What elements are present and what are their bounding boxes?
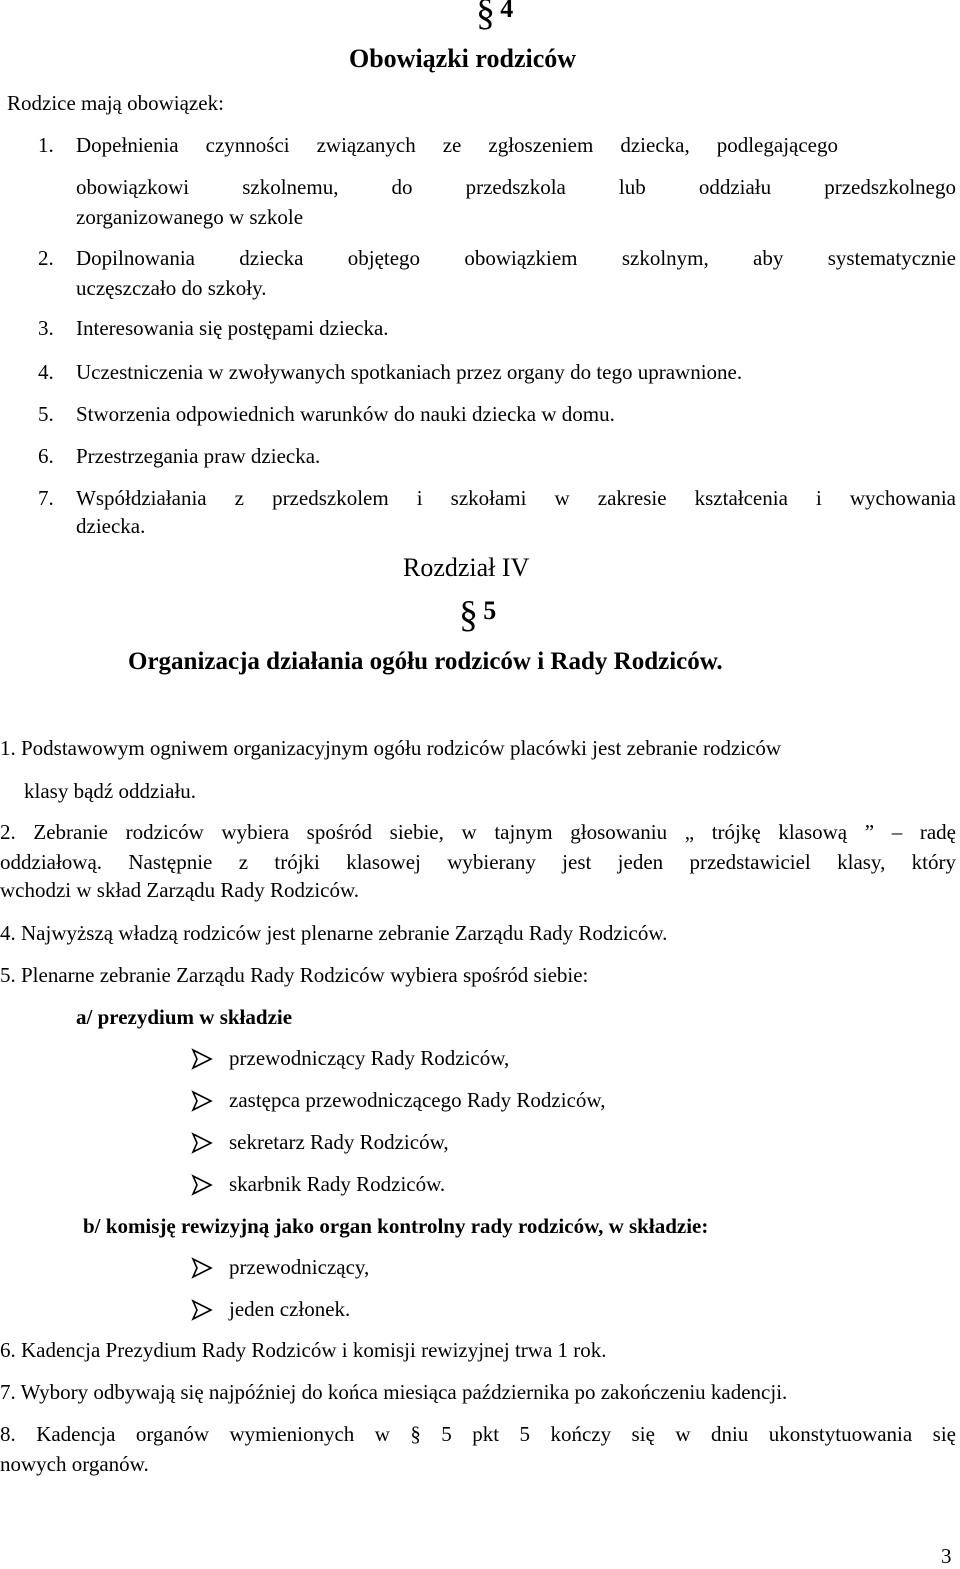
list-item-line: Uczestniczenia w zwoływanych spotkaniach przez organy do tego uprawnione. — [76, 360, 743, 384]
section-4-title: Obowiązki rodziców — [349, 44, 577, 73]
paragraph-2-line: wchodzi w skład Zarządu Rady Rodziców. — [0, 878, 360, 902]
section-4-heading — [476, 0, 513, 32]
paragraph-6: 6. Kadencja Prezydium Rady Rodziców i komisji rewizyjnej trwa 1 rok. — [0, 1338, 607, 1362]
paragraph-2-line: 2. Zebranie rodziców wybiera spośród siebie, w tajnym głosowaniu „ trójkę klasową ” – radę — [0, 820, 956, 844]
arrow-bullet-icon — [191, 1090, 213, 1112]
list-item-number: 6. — [38, 444, 54, 468]
section-sign: § — [459, 594, 478, 636]
list-item-number: 3. — [38, 316, 54, 340]
section-4-intro: Rodzice mają obowiązek: — [7, 91, 224, 115]
list-item-line: Interesowania się postępami dziecka. — [76, 316, 389, 340]
presidium-heading: a/ prezydium w składzie — [76, 1005, 293, 1029]
list-item-line: zorganizowanego w szkole — [76, 205, 304, 229]
page-number: 3 — [941, 1544, 952, 1568]
list-item: przewodniczący Rady Rodziców, — [229, 1046, 510, 1070]
paragraph-4: 4. Najwyższą władzą rodziców jest plenarne zebranie Zarządu Rady Rodziców. — [0, 921, 668, 945]
arrow-bullet-icon — [191, 1048, 213, 1070]
chapter-heading: Rozdział IV — [403, 553, 530, 582]
arrow-bullet-icon — [191, 1299, 213, 1321]
list-item: jeden członek. — [229, 1297, 351, 1321]
paragraph-2-line: oddziałową. Następnie z trójki klasowej wybierany jest jeden przedstawiciel klasy, który — [0, 850, 956, 874]
list-item-line: Dopełnienia czynności związanych ze zgłoszeniem dziecka, podlegającego — [76, 133, 838, 157]
list-item-line: Współdziałania z przedszkolem i szkołami w zakresie kształcenia i wychowania — [76, 486, 956, 510]
list-item-number: 5. — [38, 402, 54, 426]
paragraph-8-line: nowych organów. — [0, 1452, 149, 1476]
list-item-number: 7. — [38, 486, 54, 510]
section-number: 4 — [500, 0, 514, 23]
list-item-line: Stworzenia odpowiednich warunków do nauki dziecka w domu. — [76, 402, 615, 426]
list-item-line: obowiązkowi szkolnemu, do przedszkola lub oddziału przedszkolnego — [76, 175, 956, 199]
list-item-line: Przestrzegania praw dziecka. — [76, 444, 321, 468]
paragraph-7: 7. Wybory odbywają się najpóźniej do końca miesiąca października po zakończeniu kadencji. — [0, 1380, 788, 1404]
list-item-number: 1. — [38, 133, 54, 157]
section-5-title: Organizacja działania ogółu rodziców i Rady Rodziców. — [128, 648, 723, 675]
list-item: sekretarz Rady Rodziców, — [229, 1130, 449, 1154]
paragraph-8-line: 8. Kadencja organów wymienionych w § 5 pkt 5 kończy się w dniu ukonstytuowania się — [0, 1422, 956, 1446]
section-5-heading — [459, 596, 496, 634]
section-number: 5 — [483, 596, 497, 625]
paragraph-5: 5. Plenarne zebranie Zarządu Rady Rodziców wybiera spośród siebie: — [0, 963, 589, 987]
paragraph-1-line: 1. Podstawowym ogniwem organizacyjnym ogółu rodziców placówki jest zebranie rodziców — [0, 736, 782, 760]
list-item-number: 4. — [38, 360, 54, 384]
list-item-line: Dopilnowania dziecka objętego obowiązkiem szkolnym, aby systematycznie — [76, 246, 956, 270]
list-item: przewodniczący, — [229, 1255, 370, 1279]
arrow-bullet-icon — [191, 1132, 213, 1154]
list-item-line: dziecka. — [76, 514, 146, 538]
paragraph-1-line: klasy bądź oddziału. — [24, 779, 197, 803]
arrow-bullet-icon — [191, 1257, 213, 1279]
list-item-number: 2. — [38, 246, 54, 270]
list-item: skarbnik Rady Rodziców. — [229, 1172, 446, 1196]
list-item-line: uczęszczało do szkoły. — [76, 276, 267, 300]
list-item: zastępca przewodniczącego Rady Rodziców, — [229, 1088, 606, 1112]
arrow-bullet-icon — [191, 1174, 213, 1196]
section-sign: § — [476, 0, 495, 34]
audit-committee-heading: b/ komisję rewizyjną jako organ kontrolny rady rodziców, w składzie: — [83, 1214, 709, 1238]
